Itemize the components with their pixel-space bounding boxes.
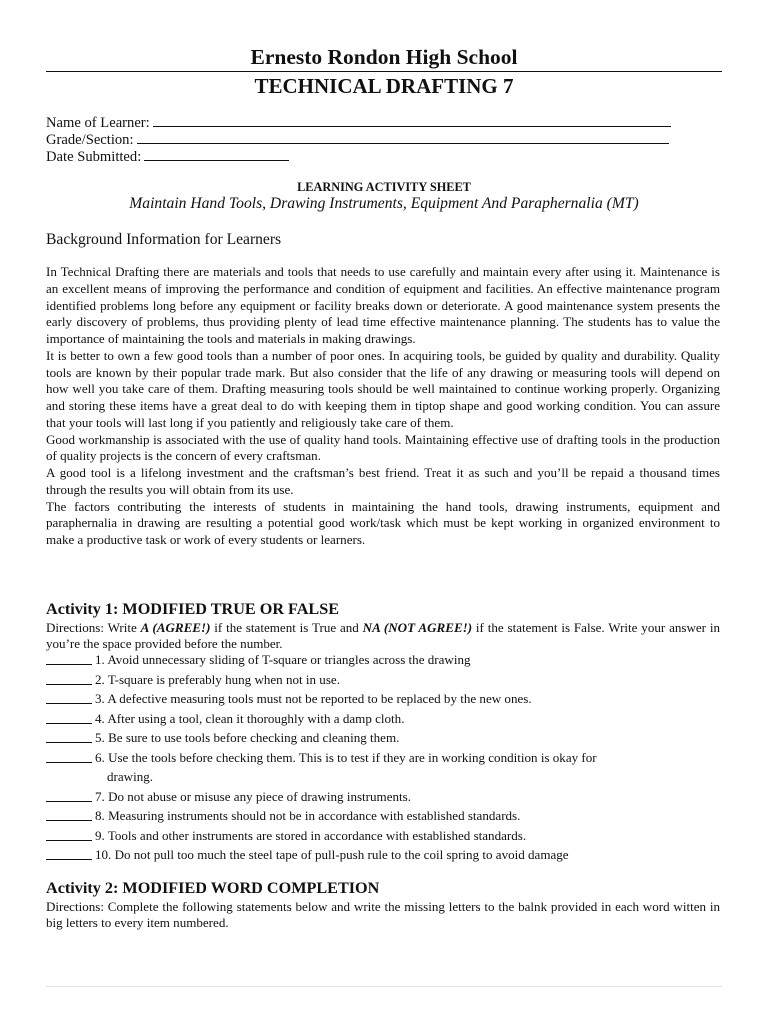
background-paragraph: In Technical Drafting there are materials and tools that needs to use carefully and maintain every after using it. Maintenance is an excellent means of improving the performance and condition of equipment and facilities. An effective maintenance program identified problems long before any equipment or facility breaks down or deteriorate. A good maintenance system presents the early discovery of problems, thus providing plenty of lead time effective maintenance planning. The students has to value the importance of maintaining the tools and materials in making drawings.: [46, 264, 720, 346]
item-number: 2.: [95, 671, 105, 687]
list-item: [46, 711, 720, 727]
date-submitted-blank[interactable]: [144, 147, 289, 161]
item-text: Measuring instruments should not be in accordance with established standards.: [108, 808, 521, 824]
background-body: [46, 264, 720, 549]
grade-section-blank[interactable]: [137, 130, 669, 144]
agree-term: A (AGREE!): [140, 620, 211, 635]
item-number: 9.: [95, 827, 105, 843]
activity1-directions-part1: Directions: Write: [46, 620, 141, 635]
list-item: [46, 828, 720, 844]
not-agree-term: NA (NOT AGREE!): [362, 620, 473, 635]
date-submitted-label: Date Submitted:: [46, 149, 142, 165]
answer-blank[interactable]: [46, 820, 92, 821]
item-number: 7.: [95, 788, 105, 804]
activity2-title: Activity 2: MODIFIED WORD COMPLETION: [46, 879, 380, 897]
answer-blank[interactable]: [46, 723, 92, 724]
answer-blank[interactable]: [46, 762, 92, 763]
item-text: Use the tools before checking them. This is to test if they are in working condition is okay for: [108, 749, 597, 765]
background-paragraph: The factors contributing the interests of students in maintaining the hand tools, drawing instruments, equipment and paraphernalia in drawing are resulting a potential good work/task which must be kept working in organized environment to make a productive task or work of every students or learners.: [46, 498, 720, 547]
activity1-directions: [46, 620, 720, 652]
page-bottom-rule: [46, 986, 722, 987]
item-text: Do not abuse or misuse any piece of drawing instruments.: [108, 788, 411, 804]
subject-title: TECHNICAL DRAFTING 7: [254, 74, 514, 98]
item-text: Avoid unnecessary sliding of T-square or triangles across the drawing: [107, 652, 471, 667]
answer-blank[interactable]: [46, 801, 92, 802]
learner-name-label: Name of Learner:: [46, 115, 150, 131]
item-text: T-square is preferably hung when not in use.: [107, 671, 340, 687]
answer-blank[interactable]: [46, 684, 92, 685]
list-item: [46, 730, 720, 746]
answer-blank[interactable]: [46, 742, 92, 743]
list-item: [46, 789, 720, 805]
item-text-continued: drawing.: [107, 768, 154, 784]
sheet-subtitle: Maintain Hand Tools, Drawing Instruments, Equipment And Paraphernalia (MT): [129, 195, 639, 212]
item-number: 3.: [95, 691, 105, 707]
answer-blank[interactable]: [46, 703, 92, 704]
header-rule: [46, 71, 722, 72]
item-number: 6.: [95, 749, 105, 765]
answer-blank[interactable]: [46, 840, 92, 841]
date-submitted-field: [46, 147, 289, 166]
answer-blank[interactable]: [46, 664, 92, 665]
item-text: A defective measuring tools must not be reported to be replaced by the new ones.: [107, 691, 532, 707]
background-paragraph: It is better to own a few good tools than a number of poor ones. In acquiring tools, be guided by quality and durability. Quality tools are known by their popular trade mark. But also consider that the life of any drawing or measuring tools will depend on how well you take care of them. Drafting measuring tools should be well maintained to continue working properly. Organizing and storing these items have a great deal to do with keeping them in tiptop shape and good working condition. You can assure that your tools will last long if you patiently and religiously take care of them.: [46, 347, 720, 430]
background-paragraph: A good tool is a lifelong investment and the craftsman’s best friend. Treat it as such and you’ll be repaid a thousand times through the results you will obtain from its use.: [46, 465, 720, 497]
item-text: Tools and other instruments are stored in accordance with established standards.: [107, 827, 527, 843]
background-paragraph: Good workmanship is associated with the use of quality hand tools. Maintaining effective use of drafting tools in the production of quality projects is the concern of every craftsman.: [46, 431, 720, 464]
list-item: [46, 652, 720, 668]
activity1-directions-part2: if the statement is True and: [210, 620, 363, 635]
list-item: [46, 750, 720, 785]
item-text: Be sure to use tools before checking and cleaning them.: [108, 730, 400, 746]
list-item: [46, 847, 720, 863]
activity1-directions-part3: if the statement is False. Write your answer in you’re the space provided before the number.: [46, 620, 721, 651]
sheet-title: LEARNING ACTIVITY SHEET: [297, 180, 471, 194]
background-heading: Background Information for Learners: [46, 231, 282, 248]
item-number: 8.: [95, 808, 105, 824]
item-number: 4.: [95, 710, 105, 726]
activity1-title: Activity 1: MODIFIED TRUE OR FALSE: [46, 600, 340, 618]
item-number: 10.: [95, 847, 112, 863]
school-name: Ernesto Rondon High School: [250, 45, 518, 69]
item-text: After using a tool, clean it thoroughly with a damp cloth.: [107, 710, 405, 726]
learner-name-blank[interactable]: [153, 113, 671, 127]
answer-blank[interactable]: [46, 859, 92, 860]
grade-section-label: Grade/Section:: [46, 132, 134, 148]
list-item: [46, 691, 720, 707]
activity1-items: [46, 652, 720, 867]
item-text: Do not pull too much the steel tape of pull-push rule to the coil spring to avoid damage: [114, 847, 569, 863]
list-item: [46, 672, 720, 688]
activity2-directions: Directions: Complete the following statements below and write the missing letters to the balnk provided in each word witten in big letters to every item numbered.: [46, 899, 720, 930]
item-number: 1.: [95, 652, 105, 667]
item-number: 5.: [95, 730, 105, 746]
list-item: [46, 808, 720, 824]
